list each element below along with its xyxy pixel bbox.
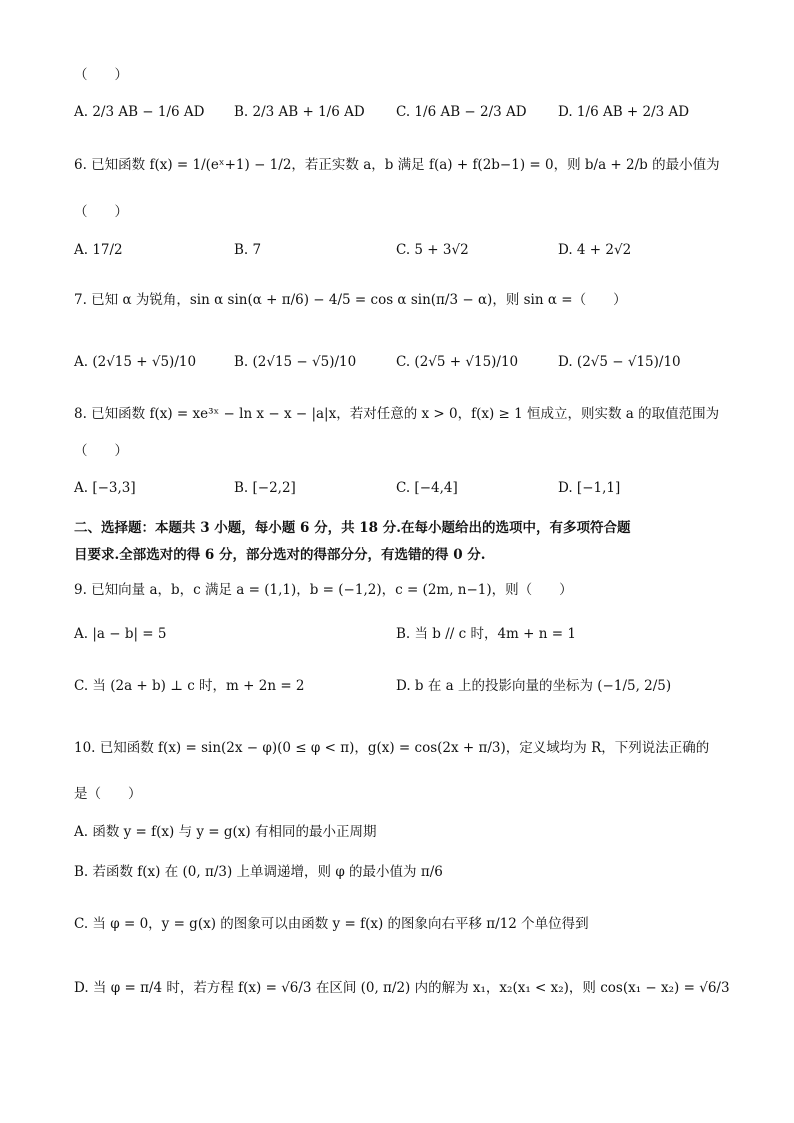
q8-option-a: A. [−3,3] (74, 480, 136, 496)
section2-heading-line2: 目要求.全部选对的得 6 分，部分选对的得部分分，有选错的得 0 分. (74, 547, 486, 563)
q8-option-c: C. [−4,4] (396, 480, 458, 496)
q7-option-a: A. (2√15 + √5)/10 (74, 354, 197, 370)
q10-option-a: A. 函数 y = f(x) 与 y = g(x) 有相同的最小正周期 (74, 824, 377, 840)
q8-option-b: B. [−2,2] (234, 480, 296, 496)
q5-option-b: B. 2/3 AB + 1/6 AD (234, 104, 365, 120)
q6-option-b: B. 7 (234, 242, 262, 258)
q6-tail: （ ） (74, 204, 128, 220)
q10-option-b: B. 若函数 f(x) 在 (0, π/3) 上单调递增，则 φ 的最小值为 π/6 (74, 864, 443, 880)
q5-option-c: C. 1/6 AB − 2/3 AD (396, 104, 527, 120)
q9-option-a: A. |a − b| = 5 (74, 626, 167, 642)
q7-option-c: C. (2√5 + √15)/10 (396, 354, 519, 370)
q10-stem: 10. 已知函数 f(x) = sin(2x − φ)(0 ≤ φ < π)，g(x) = cos(2x + π/3)，定义域均为 R，下列说法正确的 (74, 740, 710, 756)
q8-stem: 8. 已知函数 f(x) = xe³ˣ − ln x − x − |a|x，若对任意的 x > 0，f(x) ≥ 1 恒成立，则实数 a 的取值范围为 (74, 406, 720, 422)
q10-option-c: C. 当 φ = 0，y = g(x) 的图象可以由函数 y = f(x) 的图象向右平移 π/12 个单位得到 (74, 916, 589, 932)
q5-option-a: A. 2/3 AB − 1/6 AD (74, 104, 205, 120)
q6-option-a: A. 17/2 (74, 242, 123, 258)
q6-option-c: C. 5 + 3√2 (396, 242, 469, 258)
q5-tail: （ ） (74, 67, 128, 83)
q6-option-d: D. 4 + 2√2 (558, 242, 632, 258)
section2-heading-line1: 二、选择题：本题共 3 小题，每小题 6 分，共 18 分.在每小题给出的选项中，有多项符合题 (74, 520, 631, 536)
q9-option-c: C. 当 (2a + b) ⊥ c 时，m + 2n = 2 (74, 678, 305, 694)
q10-tail: 是（ ） (74, 786, 142, 802)
q10-option-d: D. 当 φ = π/4 时，若方程 f(x) = √6/3 在区间 (0, π/2) 内的解为 x₁，x₂(x₁ < x₂)，则 cos(x₁ − x₂) = √6/3 (74, 980, 730, 996)
q5-option-d: D. 1/6 AB + 2/3 AD (558, 104, 690, 120)
q9-option-d: D. b 在 a 上的投影向量的坐标为 (−1/5, 2/5) (396, 678, 672, 694)
q7-stem: 7. 已知 α 为锐角，sin α sin(α + π/6) − 4/5 = cos α sin(π/3 − α)，则 sin α =（ ） (74, 292, 627, 308)
q8-tail: （ ） (74, 443, 128, 459)
q9-option-b: B. 当 b // c 时，4m + n = 1 (396, 626, 576, 642)
q9-stem: 9. 已知向量 a，b，c 满足 a = (1,1)，b = (−1,2)，c = (2m, n−1)，则（ ） (74, 582, 573, 598)
q7-option-d: D. (2√5 − √15)/10 (558, 354, 681, 370)
q6-stem: 6. 已知函数 f(x) = 1/(eˣ+1) − 1/2，若正实数 a，b 满足 f(a) + f(2b−1) = 0，则 b/a + 2/b 的最小值为 (74, 157, 720, 173)
q8-option-d: D. [−1,1] (558, 480, 621, 496)
q7-option-b: B. (2√15 − √5)/10 (234, 354, 357, 370)
